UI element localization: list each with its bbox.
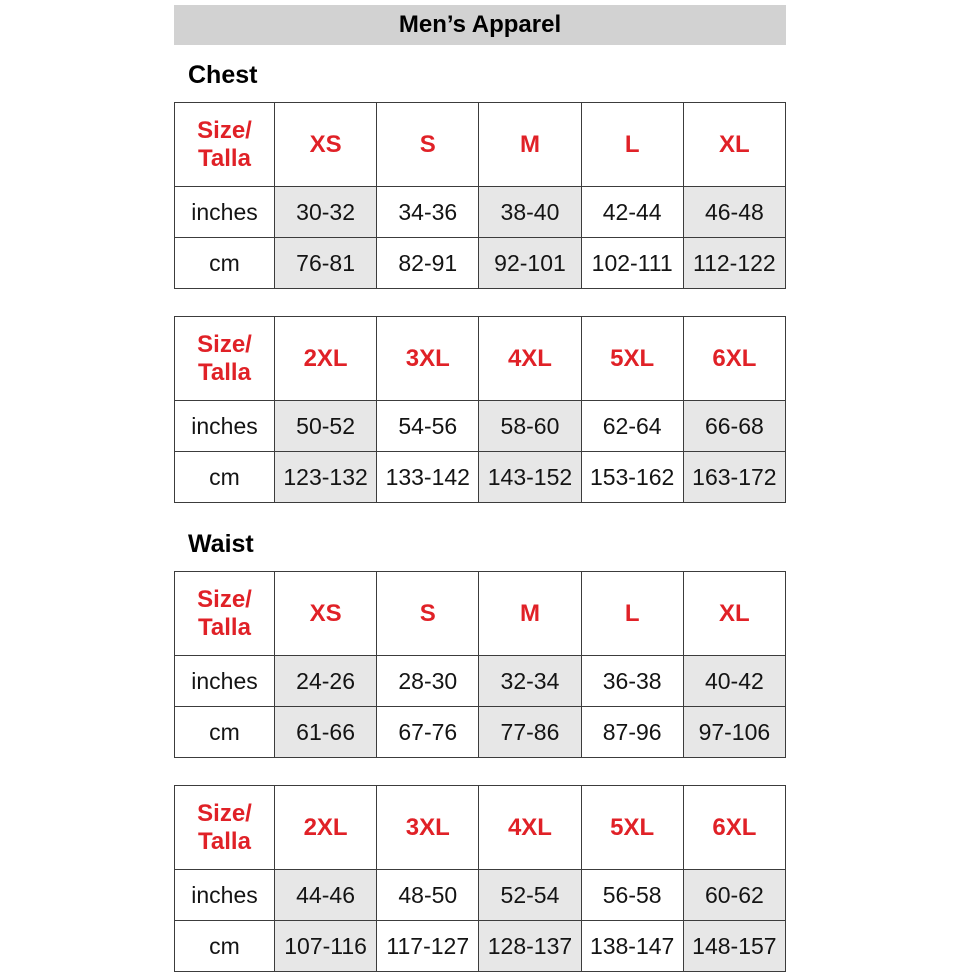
size-header-2xl: 2XL: [275, 786, 377, 870]
waist-table-standard-sizes: [174, 571, 786, 758]
size-header-xs: XS: [275, 103, 377, 187]
measurement-cell: 112-122: [683, 238, 785, 289]
inches-row: [175, 870, 786, 921]
size-label-line2: Talla: [198, 827, 251, 855]
cm-row: [175, 921, 786, 972]
size-header-l: L: [581, 572, 683, 656]
measurement-cell: 67-76: [377, 707, 479, 758]
unit-label-inches: inches: [175, 401, 275, 452]
size-talla-header: [175, 317, 275, 401]
measurement-cell: 40-42: [683, 656, 785, 707]
cm-row: [175, 707, 786, 758]
measurement-cell: 24-26: [275, 656, 377, 707]
size-header-3xl: 3XL: [377, 317, 479, 401]
size-header-6xl: 6XL: [683, 317, 785, 401]
measurement-cell: 153-162: [581, 452, 683, 503]
measurement-cell: 87-96: [581, 707, 683, 758]
cm-row: [175, 452, 786, 503]
size-header-xl: XL: [683, 103, 785, 187]
measurement-cell: 34-36: [377, 187, 479, 238]
size-talla-header: [175, 786, 275, 870]
inches-row: [175, 656, 786, 707]
unit-label-cm: cm: [175, 707, 275, 758]
size-header-l: L: [581, 103, 683, 187]
measurement-cell: 82-91: [377, 238, 479, 289]
measurement-cell: 97-106: [683, 707, 785, 758]
measurement-cell: 77-86: [479, 707, 581, 758]
measurement-cell: 102-111: [581, 238, 683, 289]
measurement-cell: 52-54: [479, 870, 581, 921]
size-label-line1: Size/: [197, 585, 252, 613]
unit-label-inches: inches: [175, 870, 275, 921]
size-header-5xl: 5XL: [581, 786, 683, 870]
size-chart-page: [174, 0, 786, 972]
measurement-cell: 123-132: [275, 452, 377, 503]
size-talla-header: [175, 103, 275, 187]
size-talla-header: [175, 572, 275, 656]
size-header-m: M: [479, 103, 581, 187]
table-header-row: [175, 317, 786, 401]
size-header-2xl: 2XL: [275, 317, 377, 401]
unit-label-inches: inches: [175, 187, 275, 238]
measurement-cell: 30-32: [275, 187, 377, 238]
chest-table-extended-sizes: [174, 316, 786, 503]
size-label-line1: Size/: [197, 330, 252, 358]
size-header-4xl: 4XL: [479, 786, 581, 870]
unit-label-cm: cm: [175, 452, 275, 503]
measurement-cell: 50-52: [275, 401, 377, 452]
size-header-3xl: 3XL: [377, 786, 479, 870]
measurement-cell: 58-60: [479, 401, 581, 452]
size-header-5xl: 5XL: [581, 317, 683, 401]
measurement-cell: 143-152: [479, 452, 581, 503]
measurement-cell: 46-48: [683, 187, 785, 238]
measurement-cell: 76-81: [275, 238, 377, 289]
measurement-cell: 60-62: [683, 870, 785, 921]
measurement-cell: 62-64: [581, 401, 683, 452]
chest-table-standard-sizes: [174, 102, 786, 289]
measurement-cell: 66-68: [683, 401, 785, 452]
unit-label-cm: cm: [175, 921, 275, 972]
measurement-cell: 107-116: [275, 921, 377, 972]
size-label-line2: Talla: [198, 358, 251, 386]
measurement-cell: 128-137: [479, 921, 581, 972]
measurement-cell: 54-56: [377, 401, 479, 452]
measurement-cell: 42-44: [581, 187, 683, 238]
inches-row: [175, 187, 786, 238]
measurement-cell: 138-147: [581, 921, 683, 972]
measurement-cell: 28-30: [377, 656, 479, 707]
measurement-cell: 148-157: [683, 921, 785, 972]
size-header-4xl: 4XL: [479, 317, 581, 401]
measurement-cell: 32-34: [479, 656, 581, 707]
measurement-cell: 36-38: [581, 656, 683, 707]
page-title-bar: [174, 5, 786, 45]
measurement-cell: 38-40: [479, 187, 581, 238]
size-header-xl: XL: [683, 572, 785, 656]
measurement-cell: 61-66: [275, 707, 377, 758]
waist-table-extended-sizes: [174, 785, 786, 972]
measurement-cell: 44-46: [275, 870, 377, 921]
cm-row: [175, 238, 786, 289]
measurement-cell: 133-142: [377, 452, 479, 503]
size-label-line2: Talla: [198, 613, 251, 641]
measurement-cell: 48-50: [377, 870, 479, 921]
section-heading-chest: Chest: [188, 61, 258, 89]
table-header-row: [175, 572, 786, 656]
page-title: Men’s Apparel: [398, 11, 562, 38]
size-header-s: S: [377, 572, 479, 656]
measurement-cell: 92-101: [479, 238, 581, 289]
size-header-6xl: 6XL: [683, 786, 785, 870]
unit-label-inches: inches: [175, 656, 275, 707]
size-label-line1: Size/: [197, 116, 252, 144]
size-label-line2: Talla: [198, 144, 251, 172]
table-header-row: [175, 103, 786, 187]
inches-row: [175, 401, 786, 452]
table-header-row: [175, 786, 786, 870]
measurement-cell: 56-58: [581, 870, 683, 921]
measurement-cell: 163-172: [683, 452, 785, 503]
size-header-s: S: [377, 103, 479, 187]
measurement-cell: 117-127: [377, 921, 479, 972]
size-header-m: M: [479, 572, 581, 656]
size-label-line1: Size/: [197, 799, 252, 827]
section-heading-waist: Waist: [188, 530, 254, 558]
size-header-xs: XS: [275, 572, 377, 656]
unit-label-cm: cm: [175, 238, 275, 289]
